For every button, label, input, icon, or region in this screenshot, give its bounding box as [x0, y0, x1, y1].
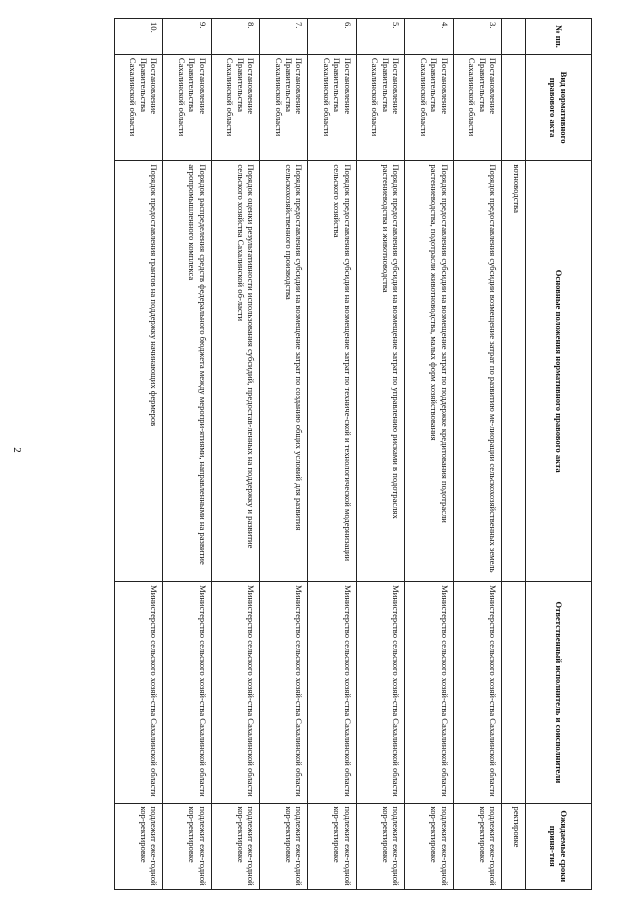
row-kind: Постановление Правительства Сахалинской области [405, 54, 453, 161]
row-num: 7. [260, 19, 308, 55]
legal-acts-table [114, 18, 592, 890]
row-kind: Постановление Правительства Сахалинской области [260, 54, 308, 161]
row-num: 9. [163, 19, 211, 55]
row-main: Порядок распределения средств федерального бюджета между меропри-ятиями, направленными на развитие агропромышленного комплекса [163, 161, 211, 582]
row-kind: Постановление Правительства Сахалинской области [163, 54, 211, 161]
header-terms: Ожидаемые сроки приня-тия [526, 803, 592, 889]
row-terms: подлежит еже-годной кор-ректировке [115, 803, 163, 889]
row-terms: подлежит еже-годной кор-ректировке [163, 803, 211, 889]
row-num: 3. [453, 19, 501, 55]
continuation-responsible-cell [502, 582, 526, 803]
row-responsible: Министерство сельского хозяй-ства Сахалинской области [453, 582, 501, 803]
row-main: Порядок предоставления субсидии на возмещение затрат по техниче-ской и технологической модернизации сельского хозяйства [308, 161, 356, 582]
table-row [211, 19, 259, 890]
row-responsible: Министерство сельского хозяй-ства Сахалинской области [211, 582, 259, 803]
row-responsible: Министерство сельского хозяй-ства Сахалинской области [308, 582, 356, 803]
row-terms: подлежит еже-годной кор-ректировке [308, 803, 356, 889]
continuation-main: вотноводства [502, 161, 526, 582]
row-responsible: Министерство сельского хозяй-ства Сахалинской области [163, 582, 211, 803]
table-row [260, 19, 308, 890]
row-main: Порядок предоставления субсидии на возмещение затрат по управлению рисками в подотраслях растениеводства и животноводства [356, 161, 404, 582]
table-row [356, 19, 404, 890]
table-header-row [526, 19, 592, 890]
continuation-terms: ректировке [502, 803, 526, 889]
row-terms: подлежит еже-годной кор-ректировке [211, 803, 259, 889]
header-kind: Вид нормативного правового акта [526, 54, 592, 161]
row-terms: подлежит еже-годной кор-ректировке [260, 803, 308, 889]
page-number: 2 [10, 447, 23, 453]
row-num: 6. [308, 19, 356, 55]
row-main: Порядок предоставления субсидии возмещение затрат по развитию ме-лиорации сельскохозяйственных земель [453, 161, 501, 582]
row-responsible: Министерство сельского хозяй-ства Сахалинской области [115, 582, 163, 803]
row-kind: Постановление Правительства Сахалинской области [308, 54, 356, 161]
row-responsible: Министерство сельского хозяй-ства Сахалинской области [260, 582, 308, 803]
continuation-row [502, 19, 526, 890]
header-responsible: Ответственный исполнитель и соисполнители [526, 582, 592, 803]
row-num: 8. [211, 19, 259, 55]
row-terms: подлежит еже-годной кор-ректировке [453, 803, 501, 889]
row-num: 10. [115, 19, 163, 55]
row-terms: подлежит еже-годной кор-ректировке [356, 803, 404, 889]
table-row [163, 19, 211, 890]
header-main: Основные положения нормативного правового акта [526, 161, 592, 582]
row-main: Порядок предоставления грантов на поддержку начинающих фермеров [115, 161, 163, 582]
row-responsible: Министерство сельского хозяй-ства Сахалинской области [405, 582, 453, 803]
row-kind: Постановление Правительства Сахалинской области [453, 54, 501, 161]
table-row [453, 19, 501, 890]
row-kind: Постановление Правительства Сахалинской области [115, 54, 163, 161]
row-terms: подлежит еже-годной кор-ректировке [405, 803, 453, 889]
row-num: 4. [405, 19, 453, 55]
continuation-num-cell [502, 19, 526, 55]
header-num: № пп. [526, 19, 592, 55]
row-num: 5. [356, 19, 404, 55]
table-row [308, 19, 356, 890]
rotated-table-container [114, 18, 592, 890]
row-responsible: Министерство сельского хозяй-ства Сахалинской области [356, 582, 404, 803]
row-main: Порядок предоставления субсидии на возмещение затрат по поддержке кредитования подотрасли растениеводства, подотрасли животноводства, малых форм хозяйствования [405, 161, 453, 582]
table-row [405, 19, 453, 890]
row-kind: Постановление Правительства Сахалинской области [211, 54, 259, 161]
row-main: Порядок оценки результативности использования субсидий, предостав-ленных на поддержку и развитие сельского хозяйства Сахалинской об-ласти [211, 161, 259, 582]
continuation-kind-cell [502, 54, 526, 161]
row-main: Порядок предоставления субсидии на возмещение затрат по созданию общих условий для развития сельскохозяйственного производства [260, 161, 308, 582]
table-row [115, 19, 163, 890]
row-kind: Постановление Правительства Сахалинской области [356, 54, 404, 161]
